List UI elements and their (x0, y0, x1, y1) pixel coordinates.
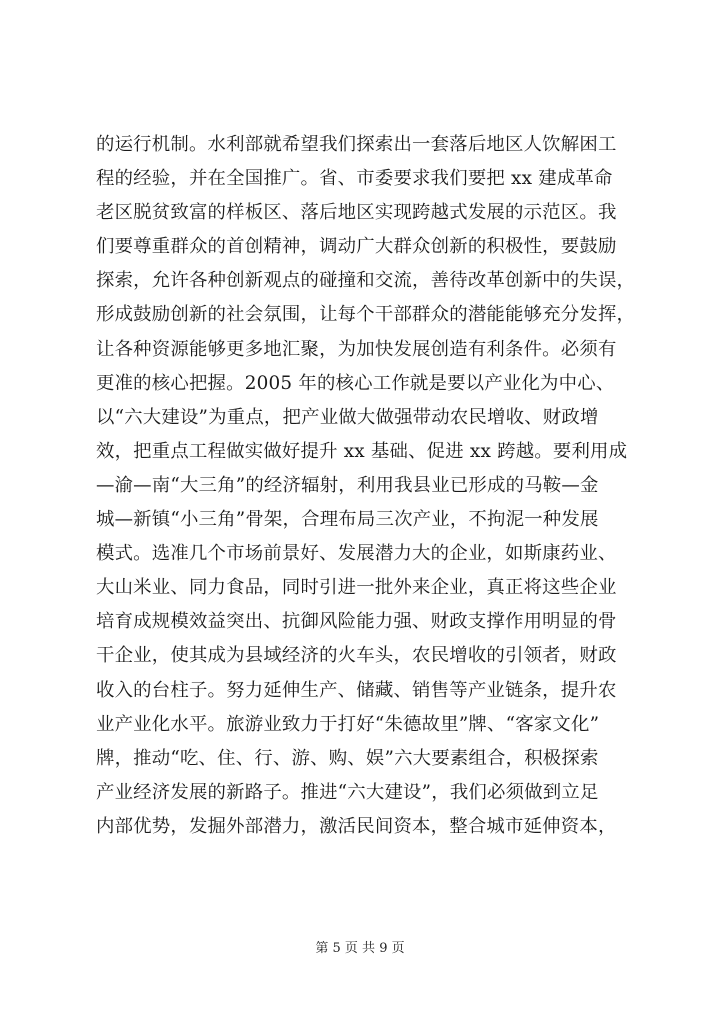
text-line: 业产业化水平。旅游业致力于打好“朱德故里”牌、“客家文化” (96, 713, 600, 735)
text-line: 程的经验，并在全国推广。省、市委要求我们要把 xx 建成革命 (96, 168, 613, 190)
text-line: 培育成规模效益突出、抗御风险能力强、财政支撑作用明显的骨 (96, 611, 617, 633)
text-line: 以“六大建设”为重点，把产业做大做强带动农民增收、财政增 (96, 406, 599, 428)
text-line: 形成鼓励创新的社会氛围，让每个干部群众的潜能能够充分发挥， (96, 304, 636, 326)
text-line: 老区脱贫致富的样板区、落后地区实现跨越式发展的示范区。我 (96, 202, 617, 224)
page-number-footer: 第 5 页 共 9 页 (315, 941, 405, 956)
text-line: 城—新镇“小三角”骨架，合理布局三次产业，不拘泥一种发展 (96, 509, 599, 531)
text-line: 让各种资源能够更多地汇聚，为加快发展创造有利条件。必须有 (96, 338, 617, 360)
text-line: 干企业，使其成为县域经济的火车头，农民增收的引领者，财政 (96, 645, 617, 667)
body-text (96, 128, 656, 844)
text-line: 内部优势，发掘外部潜力，激活民间资本，整合城市延伸资本， (96, 815, 617, 837)
text-line: 收入的台柱子。努力延伸生产、储藏、销售等产业链条，提升农 (96, 679, 617, 701)
text-line: —渝—南“大三角”的经济辐射，利用我县业已形成的马鞍—金 (96, 474, 599, 496)
text-line: 更准的核心把握。2005 年的核心工作就是要以产业化为中心、 (96, 372, 615, 394)
text-line: 效，把重点工程做实做好提升 xx 基础、促进 xx 跨越。要利用成 (96, 440, 628, 462)
text-line: 们要尊重群众的首创精神，调动广大群众创新的积极性，要鼓励 (96, 236, 617, 258)
text-line: 牌，推动“吃、住、行、游、购、娱”六大要素组合，积极探索 (96, 747, 599, 769)
text-line: 的运行机制。水利部就希望我们探索出一套落后地区人饮解困工 (96, 134, 617, 155)
text-line: 探索，允许各种创新观点的碰撞和交流，善待改革创新中的失误， (96, 270, 636, 292)
text-line: 模式。选准几个市场前景好、发展潜力大的企业，如斯康药业、 (96, 543, 617, 565)
text-line: 产业经济发展的新路子。推进“六大建设”，我们必须做到立足 (96, 781, 599, 803)
text-line: 大山米业、同力食品，同时引进一批外来企业，真正将这些企业 (96, 577, 617, 599)
